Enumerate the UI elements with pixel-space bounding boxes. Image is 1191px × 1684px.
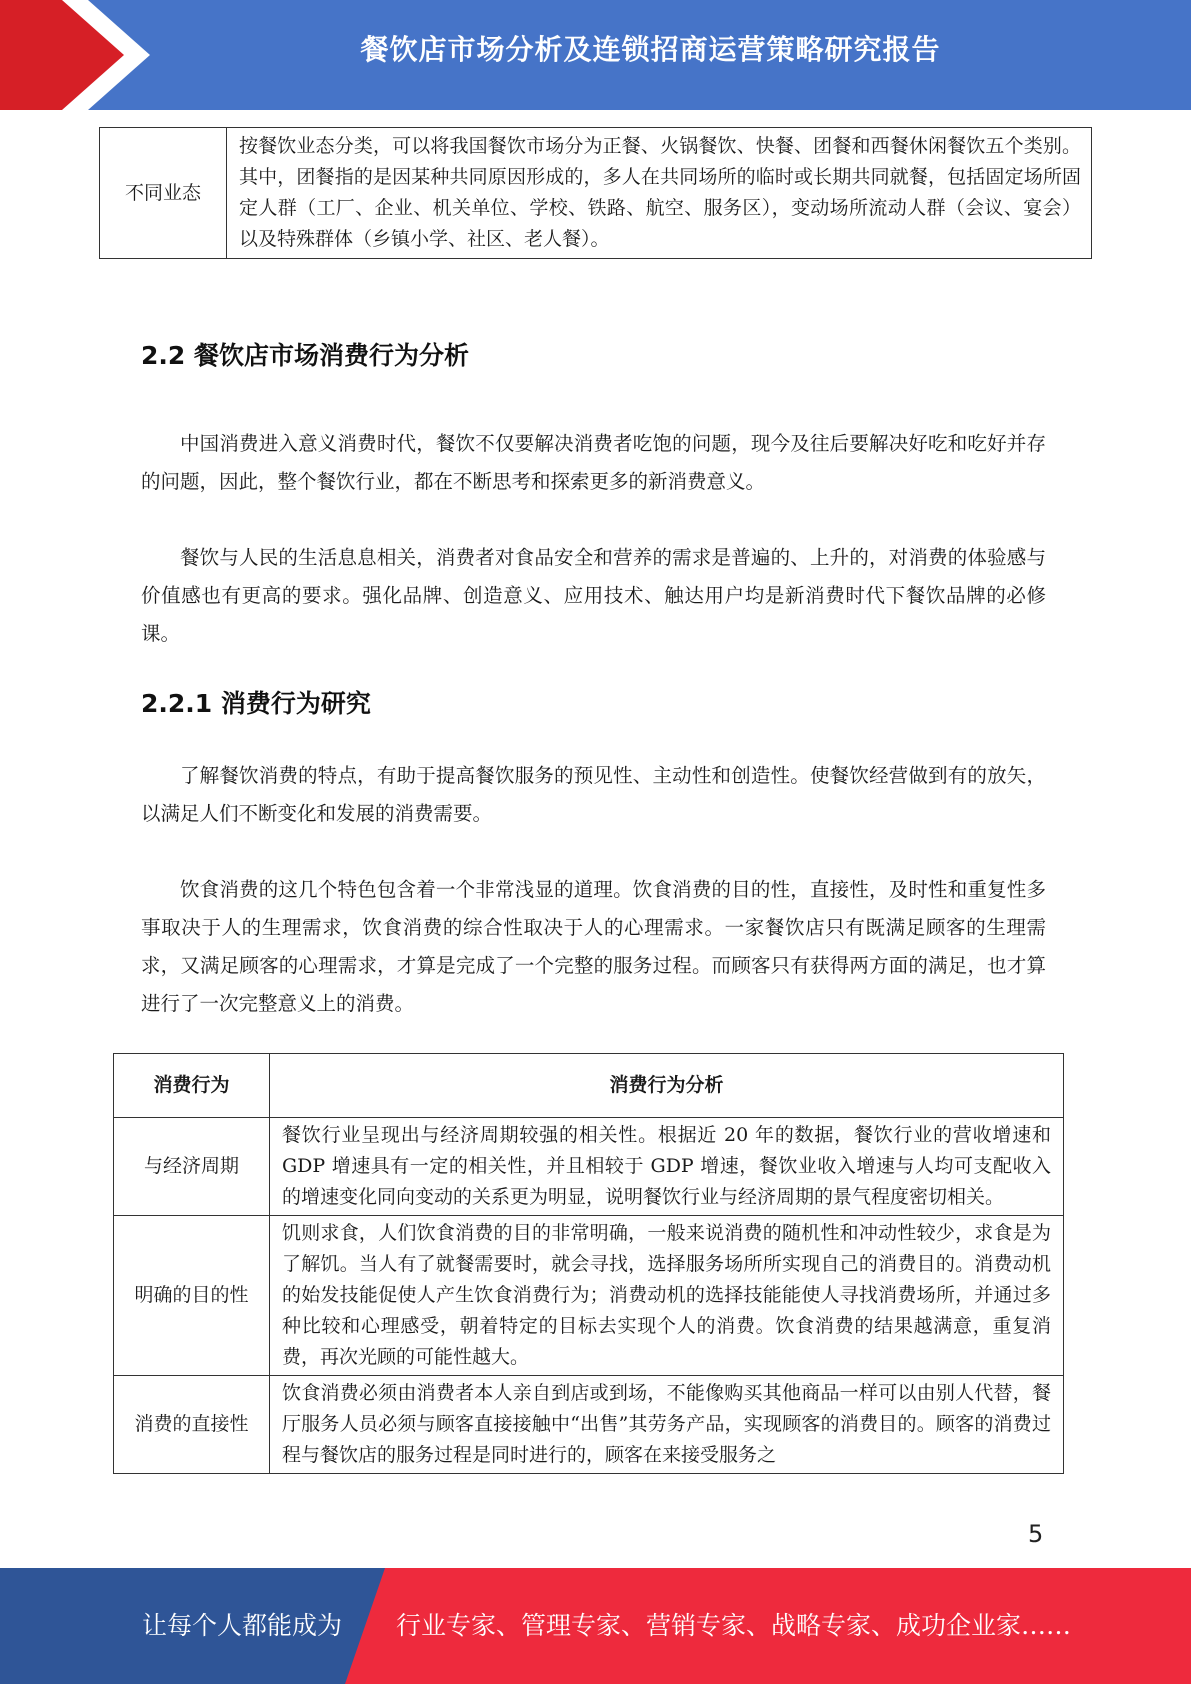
- table-row: [100, 128, 1092, 259]
- row-text: 饥则求食，人们饮食消费的目的非常明确，一般来说消费的随机性和冲动性较少，求食是为了解饥。当人有了就餐需要时，就会寻找，选择服务场所所实现自己的消费目的。消费动机的始发技能促使人产生饮食消费行为；消费动机的选择技能能使人寻找消费场所，并通过多种比较和心理感受，朝着特定的目标去实现个人的消费。饮食消费的结果越满意，重复消费，再次光顾的可能性越大。: [270, 1216, 1064, 1376]
- section-heading-2-2-1: 2.2.1 消费行为研究: [141, 689, 371, 718]
- row-text: 饮食消费必须由消费者本人亲自到店或到场，不能像购买其他商品一样可以由别人代替，餐厅服务人员必须与顾客直接接触中“出售”其劳务产品，实现顾客的消费目的。顾客的消费过程与餐饮店的服务过程是同时进行的，顾客在来接受服务之: [270, 1376, 1064, 1474]
- row-text: 餐饮行业呈现出与经济周期较强的相关性。根据近 20 年的数据，餐饮行业的营收增速和 GDP 增速具有一定的相关性，并且相较于 GDP 增速，餐饮业收入增速与人均可支配收入的增速变化同向变动的关系更为明显，说明餐饮行业与经济周期的景气程度密切相关。: [270, 1118, 1064, 1216]
- footer-slogan-right: 行业专家、管理专家、营销专家、战略专家、成功企业家……: [396, 1611, 1072, 1640]
- business-format-table: [99, 127, 1092, 259]
- table-row: [114, 1118, 1064, 1216]
- row-label: 消费的直接性: [114, 1376, 270, 1474]
- row-label: 明确的目的性: [114, 1216, 270, 1376]
- page-footer: [0, 1568, 1191, 1684]
- column-header: 消费行为: [114, 1054, 270, 1118]
- page-number: 5: [1028, 1520, 1044, 1548]
- table-row: [114, 1216, 1064, 1376]
- paragraph: 了解餐饮消费的特点，有助于提高餐饮服务的预见性、主动性和创造性。使餐饮经营做到有的放矢，以满足人们不断变化和发展的消费需要。: [141, 764, 1046, 825]
- row-label: 与经济周期: [114, 1118, 270, 1216]
- report-title: 餐饮店市场分析及连锁招商运营策略研究报告: [360, 33, 941, 66]
- section-heading-2-2: 2.2 餐饮店市场消费行为分析: [141, 341, 469, 370]
- row-text: 按餐饮业态分类，可以将我国餐饮市场分为正餐、火锅餐饮、快餐、团餐和西餐休闲餐饮五个类别。其中，团餐指的是因某种共同原因形成的，多人在共同场所的临时或长期共同就餐，包括固定场所固定人群（工厂、企业、机关单位、学校、铁路、航空、服务区），变动场所流动人群（会议、宴会）以及特殊群体（乡镇小学、社区、老人餐）。: [227, 128, 1092, 259]
- column-header: 消费行为分析: [270, 1054, 1064, 1118]
- consumer-behavior-table: [113, 1053, 1064, 1474]
- table-header-row: [114, 1054, 1064, 1118]
- paragraph: 餐饮与人民的生活息息相关，消费者对食品安全和营养的需求是普遍的、上升的，对消费的体验感与价值感也有更高的要求。强化品牌、创造意义、应用技术、触达用户均是新消费时代下餐饮品牌的必修课。: [141, 546, 1046, 645]
- paragraph: 饮食消费的这几个特色包含着一个非常浅显的道理。饮食消费的目的性，直接性，及时性和重复性多事取决于人的生理需求，饮食消费的综合性取决于人的心理需求。一家餐饮店只有既满足顾客的生理需求，又满足顾客的心理需求，才算是完成了一个完整的服务过程。而顾客只有获得两方面的满足，也才算进行了一次完整意义上的消费。: [141, 878, 1046, 1015]
- paragraph: 中国消费进入意义消费时代，餐饮不仅要解决消费者吃饱的问题，现今及往后要解决好吃和吃好并存的问题，因此，整个餐饮行业，都在不断思考和探索更多的新消费意义。: [141, 432, 1046, 493]
- page-header: [0, 0, 1191, 110]
- footer-slogan-left: 让每个人都能成为: [142, 1611, 343, 1640]
- row-label: 不同业态: [100, 128, 227, 259]
- table-row: [114, 1376, 1064, 1474]
